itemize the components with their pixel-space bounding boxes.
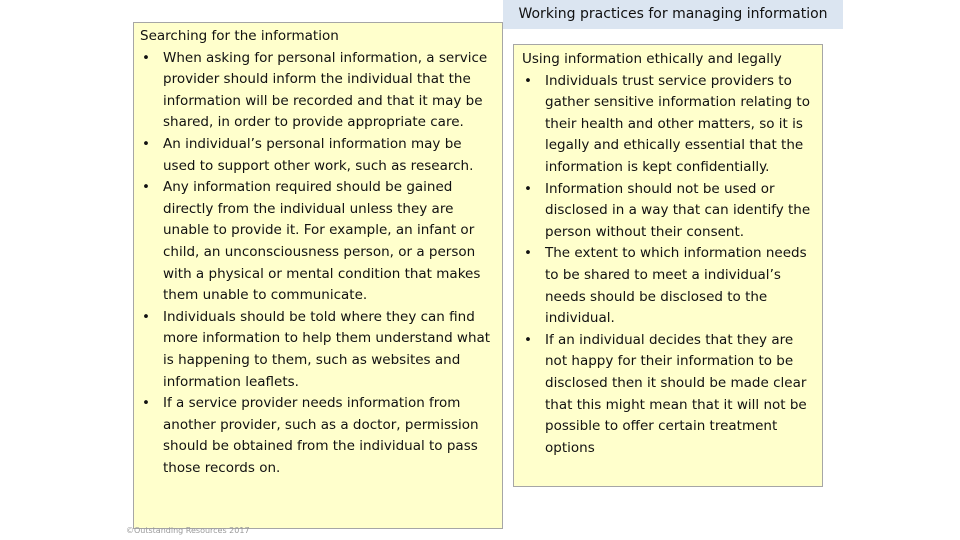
ethical-legal-list [522, 71, 816, 460]
searching-information-list [140, 48, 496, 480]
list-item: • An individual’s personal information may be used to support other work, such as research. [140, 134, 496, 177]
copyright-notice: ©Outstanding Resources 2017 [126, 526, 250, 535]
ethical-legal-panel [513, 44, 823, 487]
list-item: • If a service provider needs information from another provider, such as a doctor, permission should be obtained from the individual to pass those records on. [140, 393, 496, 479]
slide-title [503, 0, 843, 29]
list-item: • Any information required should be gained directly from the individual unless they are unable to provide it. For example, an infant or child, an unconsciousness person, or a person with a physical or mental condition that makes them unable to communicate. [140, 177, 496, 307]
slide-title-text: Working practices for managing information [518, 6, 828, 22]
searching-information-title: Searching for the information [140, 28, 339, 44]
list-item: • If an individual decides that they are not happy for their information to be disclosed then it should be made clear that this might mean that it will not be possible to offer certain treatment options [522, 330, 816, 460]
ethical-legal-title: Using information ethically and legally [522, 51, 782, 67]
list-item: • Individuals should be told where they can find more information to help them understand what is happening to them, such as websites and information leaflets. [140, 307, 496, 393]
searching-information-panel [133, 22, 503, 529]
list-item: • Information should not be used or disclosed in a way that can identify the person without their consent. [522, 179, 816, 244]
list-item: • When asking for personal information, a service provider should inform the individual that the information will be recorded and that it may be shared, in order to provide appropriate care. [140, 48, 496, 134]
list-item: • The extent to which information needs to be shared to meet a individual’s needs should be disclosed to the individual. [522, 243, 816, 329]
list-item: • Individuals trust service providers to gather sensitive information relating to their health and other matters, so it is legally and ethically essential that the information is kept confidentially. [522, 71, 816, 179]
